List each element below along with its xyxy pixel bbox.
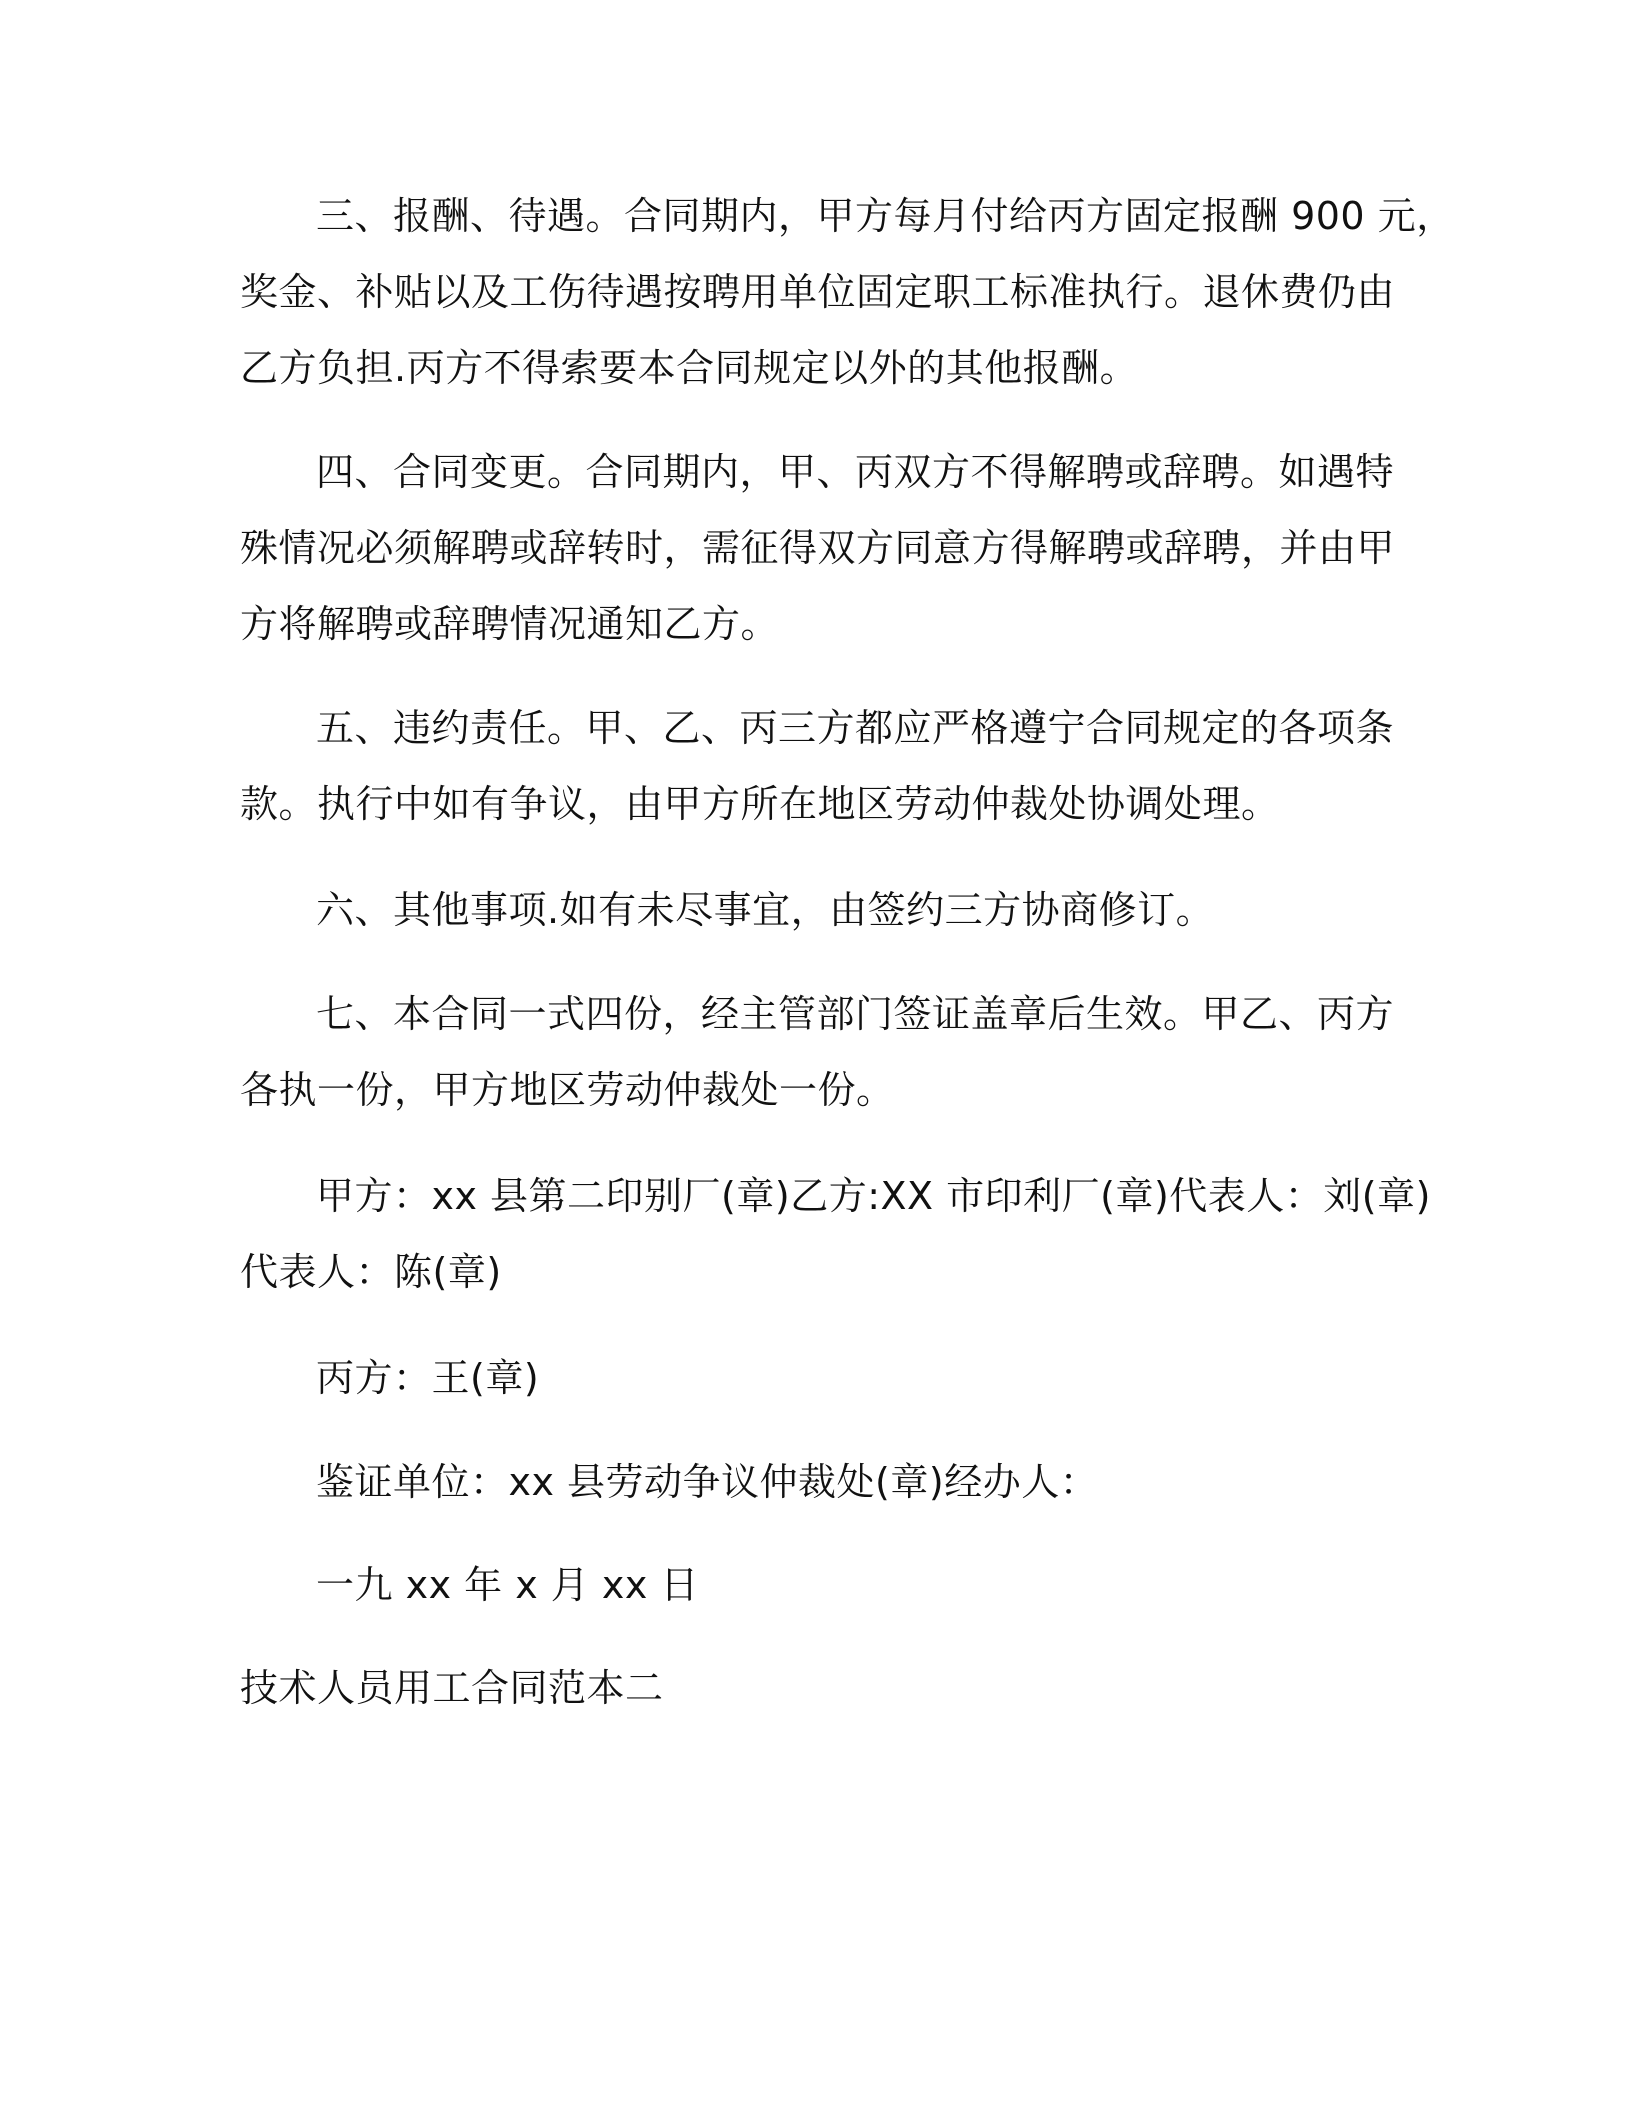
signature-parties-paragraph (240, 1158, 1431, 1310)
party-c-paragraph (240, 1340, 1420, 1416)
signature-line-1: 甲方：xx 县第二印别厂(章)乙方:XX 市印利厂(章)代表人：刘(章) (316, 1174, 1431, 1218)
clause-5-line-1: 五、违约责任。甲、乙、丙三方都应严格遵宁合同规定的各项条 (316, 706, 1395, 750)
clause-4-line-2: 殊情况必须解聘或辞转时，需征得双方同意方得解聘或辞聘，并由甲 (240, 526, 1396, 570)
clause-3-paragraph (240, 178, 1455, 406)
clause-3-line-3: 乙方负担.丙方不得索要本合同规定以外的其他报酬。 (240, 346, 1139, 390)
party-c-line: 丙方：王(章) (316, 1356, 540, 1400)
clause-5-line-2: 款。执行中如有争议，由甲方所在地区劳动仲裁处协调处理。 (240, 782, 1280, 826)
clause-3-line-2: 奖金、补贴以及工伤待遇按聘用单位固定职工标准执行。退休费仍由 (240, 270, 1396, 314)
clause-7-line-2: 各执一份，甲方地区劳动仲裁处一份。 (240, 1068, 895, 1112)
next-contract-title (240, 1650, 1420, 1726)
date-paragraph (240, 1547, 1420, 1623)
verification-paragraph (240, 1444, 1420, 1520)
clause-7-line-1: 七、本合同一式四份，经主管部门签证盖章后生效。甲乙、丙方 (316, 992, 1395, 1036)
clause-6-paragraph (240, 872, 1420, 948)
date-line: 一九 xx 年 x 月 xx 日 (316, 1563, 699, 1607)
clause-4-line-3: 方将解聘或辞聘情况通知乙方。 (240, 602, 780, 646)
verification-line: 鉴证单位：xx 县劳动争议仲裁处(章)经办人： (316, 1460, 1099, 1504)
next-contract-title-text: 技术人员用工合同范本二 (240, 1666, 664, 1710)
clause-7-paragraph (240, 976, 1420, 1128)
clause-3-line-1: 三、报酬、待遇。合同期内，甲方每月付给丙方固定报酬 900 元， (316, 194, 1455, 238)
signature-line-2: 代表人：陈(章) (240, 1250, 502, 1294)
clause-6-line-1: 六、其他事项.如有未尽事宜，由签约三方协商修订。 (316, 888, 1215, 932)
clause-5-paragraph (240, 690, 1420, 842)
clause-4-line-1: 四、合同变更。合同期内，甲、丙双方不得解聘或辞聘。如遇特 (316, 450, 1395, 494)
clause-4-paragraph (240, 434, 1420, 662)
